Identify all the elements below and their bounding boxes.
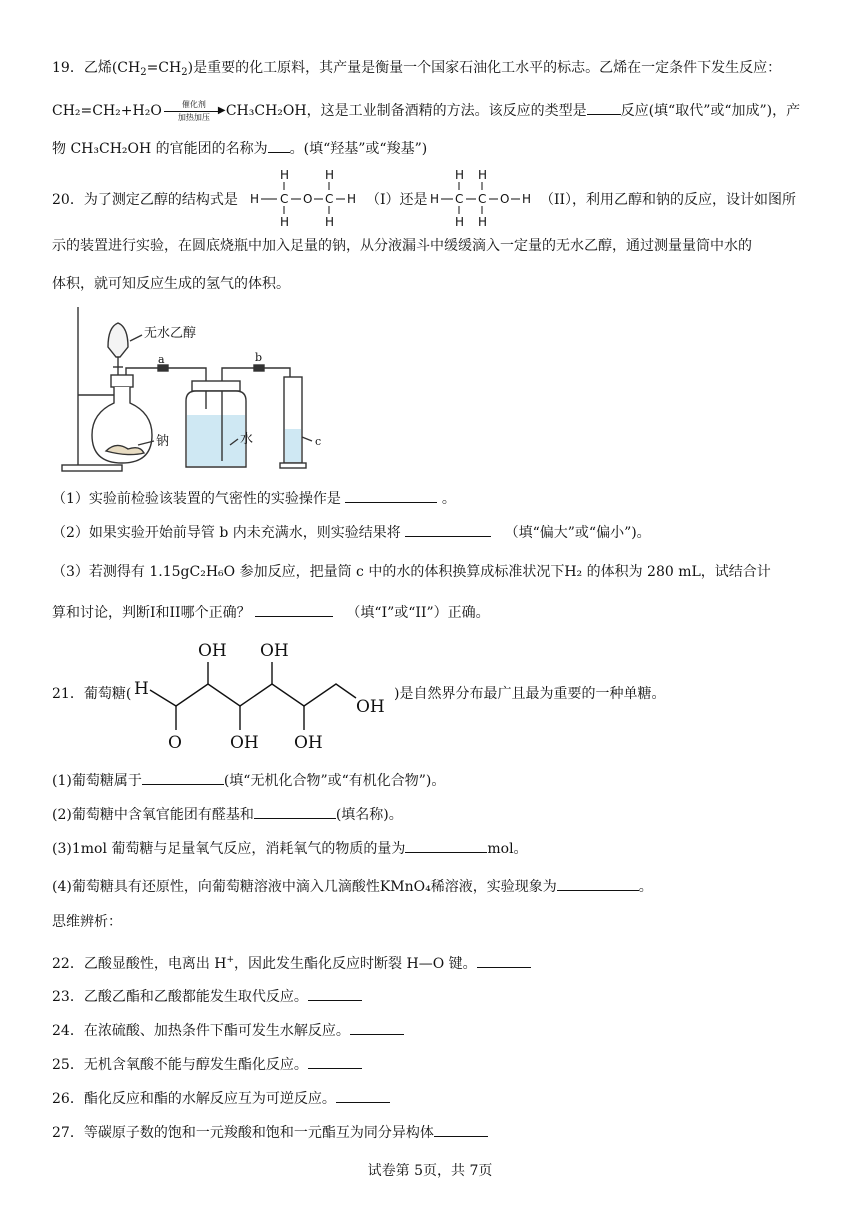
- formula-c2h6o: C₂H₆O: [189, 564, 236, 580]
- label-a: a: [158, 353, 165, 366]
- answer-blank[interactable]: [405, 838, 487, 853]
- answer-blank[interactable]: [434, 1122, 488, 1137]
- q20-text: 体积，就可知反应生成的氢气的体积。: [52, 276, 290, 292]
- hydroxyl-5: OH: [356, 697, 385, 717]
- q20-text: 20．为了测定乙醇的结构式是: [52, 192, 238, 208]
- q21-text: )是自然界分布最广且最为重要的一种单糖。: [394, 686, 666, 702]
- q21-text: (2)葡萄糖中含氧官能团有醛基和: [52, 807, 254, 823]
- equation-left: CH₂=CH₂+H₂O: [52, 103, 162, 119]
- atom-h: H: [347, 192, 357, 206]
- atom-h: H: [325, 215, 335, 228]
- q23: [52, 986, 362, 1007]
- bottle-stopper: [192, 381, 240, 391]
- label-water: 水: [240, 432, 254, 447]
- equation-right: CH₃CH₂OH，这是工业制备酒精的方法。该反应的类型是: [225, 103, 587, 119]
- cylinder-base: [280, 463, 306, 468]
- q20-text: （填“I”或“II”）正确。: [346, 605, 490, 621]
- label-b: b: [255, 351, 263, 364]
- atom-h: H: [455, 168, 465, 182]
- q21-lead: [52, 684, 131, 704]
- q19-text: =CH: [146, 60, 182, 76]
- q19-line1: [52, 58, 781, 83]
- answer-blank[interactable]: [308, 986, 362, 1001]
- q19-text: 19．乙烯(CH: [52, 60, 141, 76]
- answer-blank[interactable]: [308, 1054, 362, 1069]
- atom-h: H: [455, 215, 465, 228]
- q20-text: （1）实验前检验该装置的气密性的实验操作是: [52, 491, 341, 507]
- structural-formula-1: [245, 166, 365, 228]
- q20-text: （填“偏大”或“偏小”)。: [504, 525, 651, 541]
- atom-c: C: [455, 192, 464, 206]
- q20-sub3-line2: [52, 602, 490, 623]
- q19-text: )是重要的化工原料，其产量是衡量一个国家石油化工水平的标志。乙烯在一定条件下发生反应：: [187, 60, 782, 76]
- answer-blank[interactable]: [345, 488, 437, 503]
- atom-o: O: [168, 733, 182, 752]
- q21-sub1: [52, 770, 445, 791]
- atom-h: H: [478, 168, 488, 182]
- reaction-arrow: [162, 101, 226, 121]
- subscript: 2: [181, 67, 188, 78]
- q25: [52, 1054, 362, 1075]
- q24: [52, 1020, 404, 1041]
- arrow-condition-bottom: 加热加压: [177, 113, 210, 122]
- answer-blank[interactable]: [254, 804, 336, 819]
- arrow-head-icon: ▶: [217, 105, 226, 116]
- q21-sub2: [52, 804, 403, 825]
- glucose-structure: [132, 636, 394, 752]
- atom-h: H: [325, 168, 335, 182]
- answer-blank[interactable]: [557, 876, 639, 891]
- q21-text: mol。: [487, 841, 528, 857]
- q20-text: （II），利用乙醇和钠的反应，设计如图所: [540, 192, 797, 208]
- q19-text: 反应(填“取代”或“加成”)，产: [620, 103, 801, 119]
- atom-h: H: [250, 192, 260, 206]
- answer-blank[interactable]: [587, 100, 621, 115]
- q19-line3: [52, 138, 427, 159]
- q20-text: （I）还是: [366, 192, 428, 208]
- q21-tail: [394, 684, 665, 704]
- answer-blank[interactable]: [268, 138, 290, 153]
- atom-c: C: [280, 192, 289, 206]
- label-sodium: 钠: [156, 434, 170, 449]
- q20-line3: [52, 274, 290, 294]
- q20-text: 参加反应，把量筒 c 中的水的体积换算成标准状况下: [235, 564, 565, 580]
- atom-c: C: [478, 192, 487, 206]
- atom-h: H: [522, 192, 532, 206]
- q20-text: 算和讨论，判断I和II哪个正确？: [52, 605, 251, 621]
- clip-b: [254, 365, 264, 371]
- label-c: c: [315, 435, 322, 448]
- q24-text: 24．在浓硫酸、加热条件下酯可发生水解反应。: [52, 1023, 350, 1039]
- q19-text: 物 CH₃CH₂OH 的官能团的名称为: [52, 141, 268, 157]
- q21-text: 21．葡萄糖(: [52, 686, 132, 702]
- label-anhydrous-ethanol: 无水乙醇: [144, 326, 197, 341]
- atom-o: O: [303, 192, 313, 206]
- q20-formula1-label: [366, 190, 428, 210]
- answer-blank[interactable]: [255, 602, 333, 617]
- q25-text: 25．无机含氧酸不能与醇发生酯化反应。: [52, 1057, 308, 1073]
- hydroxyl-3: OH: [260, 641, 289, 661]
- q21-text: (4)葡萄糖具有还原性，向葡萄糖溶液中滴入几滴酸性: [52, 879, 380, 895]
- q20-lead: [52, 190, 238, 210]
- structural-formula-2: [428, 166, 538, 228]
- stand-base: [62, 465, 122, 471]
- q20-sub2: [52, 522, 651, 543]
- carbon-chain: [150, 662, 356, 730]
- q27-text: 27．等碳原子数的饱和一元羧酸和饱和一元酯互为同分异构体: [52, 1125, 434, 1141]
- atom-h: H: [280, 168, 290, 182]
- q19-text: 。(填“羟基”或“羧基”): [289, 141, 428, 157]
- q21-text: 稀溶液，实验现象为: [430, 879, 557, 895]
- q19-line2: [52, 100, 800, 121]
- q20-line2: [52, 236, 752, 256]
- answer-blank[interactable]: [336, 1088, 390, 1103]
- section-text: 思维辨析：: [52, 914, 122, 930]
- q21-text: 。: [638, 879, 653, 895]
- atom-h: H: [430, 192, 440, 206]
- q26-text: 26．酯化反应和酯的水解反应互为可逆反应。: [52, 1091, 336, 1107]
- answer-blank[interactable]: [405, 522, 491, 537]
- atom-o: O: [500, 192, 510, 206]
- separatory-funnel: [108, 323, 128, 357]
- cylinder-water: [285, 429, 301, 462]
- superscript: +: [226, 955, 235, 965]
- answer-blank[interactable]: [350, 1020, 404, 1035]
- q20-text: （2）如果实验开始前导管 b 内未充满水，则实验结果将: [52, 525, 401, 541]
- q21-text: (1)葡萄糖属于: [52, 773, 142, 789]
- apparatus-diagram: [58, 305, 328, 475]
- q21-text: (填名称)。: [335, 807, 403, 823]
- q21-sub4: [52, 876, 653, 897]
- q22: [52, 950, 531, 974]
- answer-blank[interactable]: [477, 953, 531, 968]
- q21-text: (3)1mol 葡萄糖与足量氧气反应，消耗氧气的物质的量为: [52, 841, 406, 857]
- q20-text: （3）若测得有 1.15g: [52, 564, 190, 580]
- flask-stopper: [111, 375, 133, 387]
- q22-text: ，因此发生酯化反应时断裂 H—O 键。: [234, 956, 477, 972]
- hydroxyl-1: OH: [198, 641, 227, 661]
- subscript: 2: [140, 67, 147, 78]
- q21-sub3: [52, 838, 528, 859]
- q22-text: 22．乙酸显酸性，电离出 H: [52, 956, 227, 972]
- formula-h2: H₂: [564, 564, 583, 580]
- atom-h: H: [280, 215, 290, 228]
- answer-blank[interactable]: [142, 770, 224, 785]
- formula-kmno4: KMnO₄: [379, 879, 431, 895]
- atom-c: C: [325, 192, 334, 206]
- q21-text: (填“无机化合物”或“有机化合物”)。: [223, 773, 446, 789]
- hydroxyl-4: OH: [294, 733, 323, 752]
- q20-text: 示的装置进行实验，在圆底烧瓶中加入足量的钠，从分液漏斗中缓缓滴入一定量的无水乙醇，通过测量量筒中水的: [52, 238, 752, 254]
- hydroxyl-2: OH: [230, 733, 259, 752]
- q20-text: 的体积为 280 mL，试结合计: [582, 564, 771, 580]
- arrow-condition-top: 催化剂: [181, 100, 206, 109]
- atom-h: H: [134, 679, 149, 699]
- atom-h: H: [478, 215, 488, 228]
- q26: [52, 1088, 390, 1109]
- q23-text: 23．乙酸乙酯和乙酸都能发生取代反应。: [52, 989, 308, 1005]
- page-footer: 试卷第 5页，共 7页: [367, 1163, 493, 1179]
- q20-text: 。: [441, 491, 456, 507]
- arrow-bar: [164, 111, 220, 112]
- q20-formula2-label: [540, 190, 796, 210]
- q27: [52, 1122, 488, 1143]
- q20-sub1: [52, 488, 456, 509]
- q20-sub3: [52, 562, 771, 582]
- section-heading: [52, 912, 122, 932]
